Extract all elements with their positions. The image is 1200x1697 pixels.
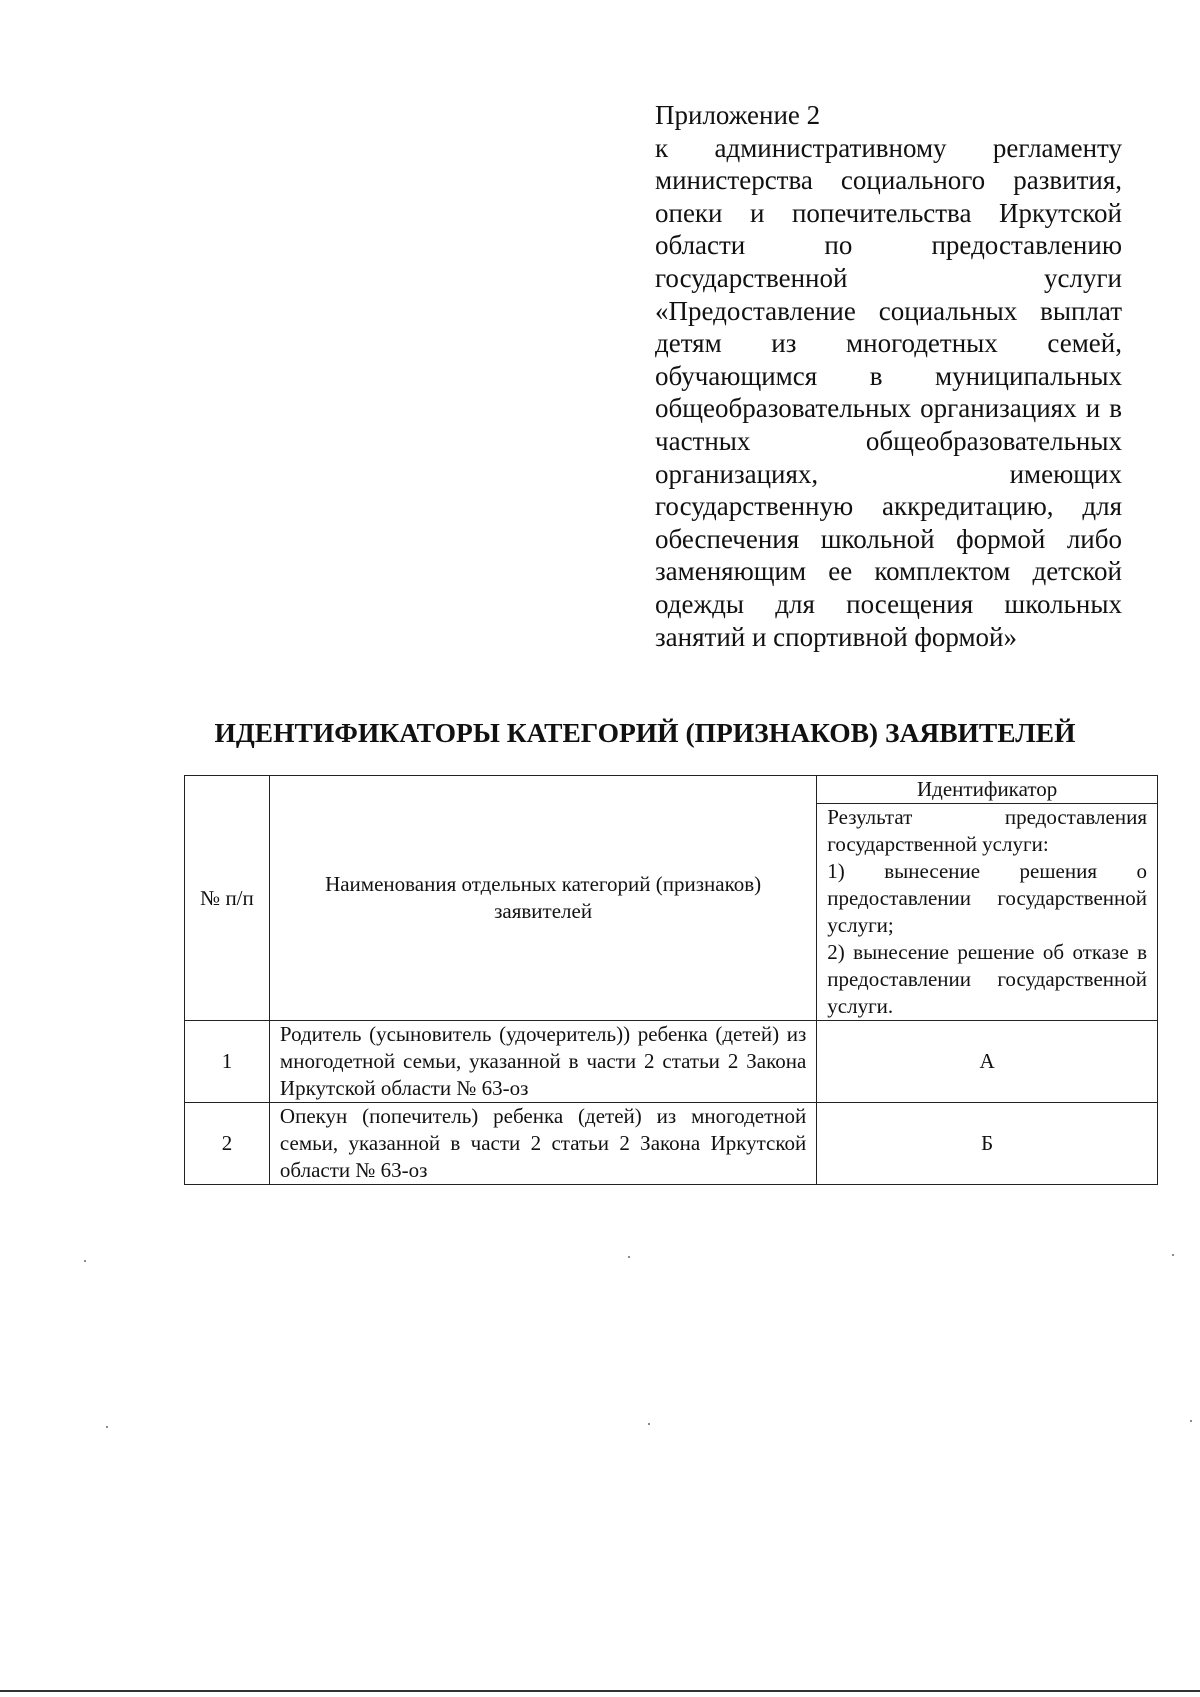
row-num: 1 [185, 1021, 270, 1103]
row-identifier: А [817, 1021, 1158, 1103]
appendix-block [655, 99, 1122, 653]
row-category-name: Родитель (усыновитель (удочеритель)) ребенка (детей) из многодетной семьи, указанной в части 2 статьи 2 Закона Иркутской области № 63-оз [269, 1021, 816, 1103]
header-identifier-description [817, 804, 1158, 1021]
header-num: № п/п [185, 776, 270, 1021]
document-title: ИДЕНТИФИКАТОРЫ КАТЕГОРИЙ (ПРИЗНАКОВ) ЗАЯВИТЕЛЕЙ [214, 717, 1076, 748]
header-identifier: Идентификатор [817, 776, 1158, 804]
identifier-line: Результат предоставления государственной услуги: [827, 805, 1147, 856]
scan-speck [106, 1426, 108, 1428]
scan-speck [84, 1260, 86, 1262]
appendix-title: Приложение 2 [655, 100, 821, 130]
table-header-row [185, 776, 1158, 804]
table-row [185, 1021, 1158, 1103]
scan-speck [1172, 1254, 1174, 1256]
identifiers-table [184, 775, 1158, 1185]
identifier-line: 2) вынесение решение об отказе в предоставлении государственной услуги. [827, 940, 1147, 1018]
row-num: 2 [185, 1103, 270, 1185]
scan-edge-line [0, 1690, 1200, 1692]
appendix-body: к административному регламенту министерства социального развития, опеки и попечительства Иркутской области по предоставлению государственной услуги «Предоставление социальных выплат детям из многодетных семей, обучающимся в муниципальных общеобразовательных организациях и в частных общеобразовательных организациях, имеющих государственную аккредитацию, для обеспечения школьной формой либо заменяющим ее комплектом детской одежды для посещения школьных занятий и спортивной формой» [655, 132, 1122, 652]
scan-speck [648, 1423, 650, 1425]
row-identifier: Б [817, 1103, 1158, 1185]
row-category-name: Опекун (попечитель) ребенка (детей) из многодетной семьи, указанной в части 2 статьи 2 Закона Иркутской области № 63-оз [269, 1103, 816, 1185]
identifier-line: 1) вынесение решения о предоставлении государственной услуги; [827, 859, 1147, 937]
table-row [185, 1103, 1158, 1185]
scan-speck [628, 1256, 630, 1258]
scan-speck [1190, 1420, 1192, 1422]
header-name: Наименования отдельных категорий (признаков) заявителей [269, 776, 816, 1021]
